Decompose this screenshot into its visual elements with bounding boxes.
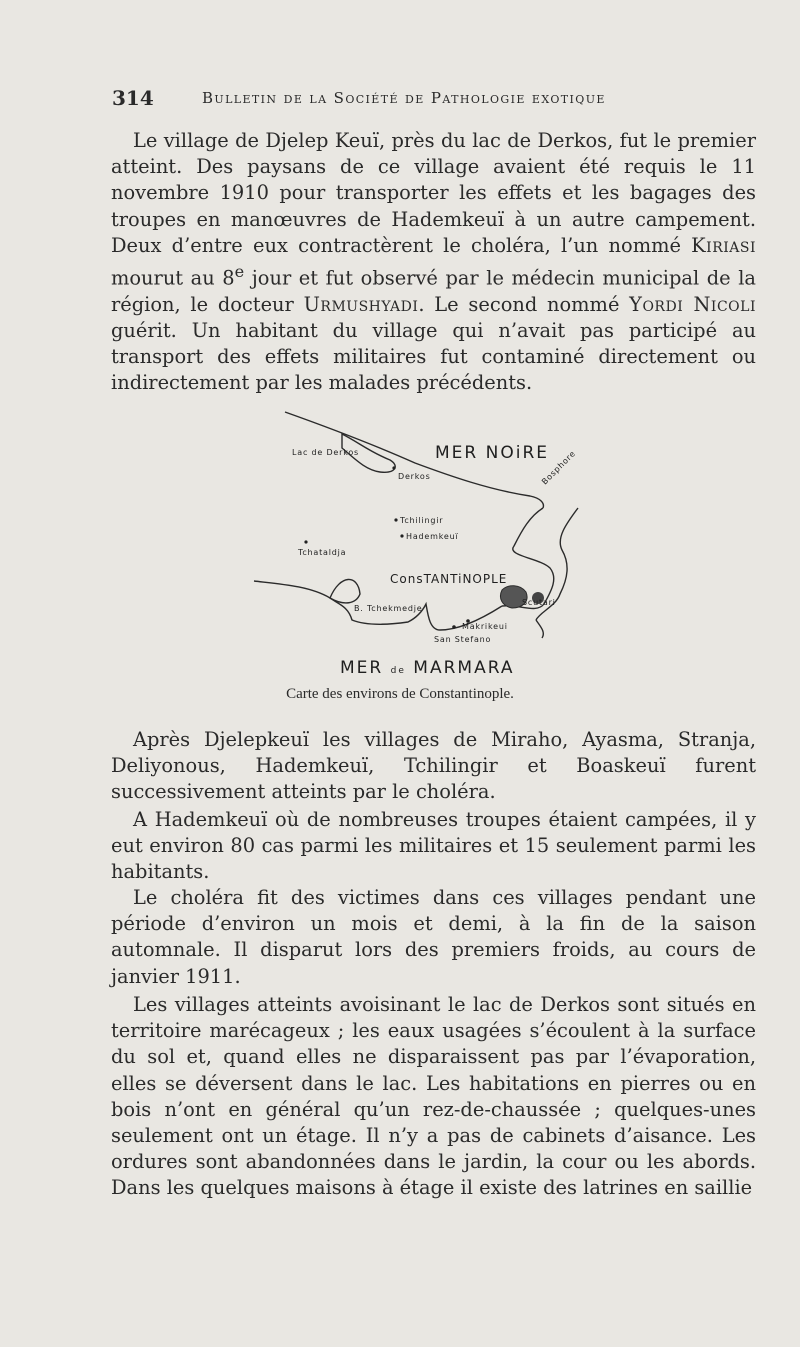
map-label-tchatalja: Tchataldja	[298, 548, 347, 557]
map-label-scutari: Scutari	[522, 598, 556, 607]
paragraph-hademkeui: A Hademkeuï où de nombreuses troupes étaient campées, il y eut environ 80 cas parmi les militaires et 15 seulement parmi les habitants.	[111, 808, 756, 884]
san-stefano-village-dot	[452, 625, 456, 629]
map-label-san-stefano: San Stefano	[434, 635, 492, 644]
map-label-constantinople: ConsTANTiNOPLE	[390, 572, 508, 586]
paragraph-djelep-keui	[111, 128, 756, 397]
map-label-tchilingir: Tchilingir	[400, 516, 444, 525]
paragraph-duration: Le choléra fit des victimes dans ces villages pendant une période d’environ un mois et demi, à la fin de la saison automnale. Il disparut lors des premiers froids, au cours de janvier 1911.	[111, 886, 756, 988]
map-label-marmara: MARMARA	[413, 658, 515, 678]
paragraph-villages: Après Djelepkeuï les villages de Miraho, Ayasma, Stranja, Deliyonous, Hademkeuï, Tchilingir et Boaskeuï furent successivement atteints par le choléra.	[111, 728, 756, 804]
tchekmedje-lagoon	[330, 579, 360, 602]
hademkeui-village-dot	[400, 534, 403, 537]
marmara-asian-coast	[536, 620, 543, 638]
person-name-urmushyadi: Urmushyadi	[303, 292, 419, 316]
map-label-de: de	[390, 666, 406, 676]
text-run: mourut au 8	[111, 266, 235, 290]
tchatalja-village-dot	[304, 540, 307, 543]
map-label-lac-derkos: Lac de Derkos	[292, 448, 360, 457]
map-label-mer: MER	[340, 658, 384, 678]
map-label-bosphore: Bosphore	[540, 448, 578, 487]
text-run: Le village de Djelep Keuï, près du lac de Derkos, fut le premier atteint. Des paysans de ce village avaient été requis le 11 novembre 1910 pour transporter les effets et les bagages des troupes en manœuvres de Hademkeuï à un autre campement. Deux d’entre eux contractèrent le choléra, l’un nommé	[111, 129, 756, 257]
map-caption: Carte des environs de Constantinople.	[286, 686, 514, 702]
map-label-mer-noire: MER NOiRE	[435, 443, 549, 463]
map-label-mer-de-marmara	[340, 658, 514, 678]
map-label-tchekmedje: B. Tchekmedje	[354, 604, 423, 613]
person-name-kiriasi: Kiriasi	[691, 233, 756, 257]
map-label-hademkeui: Hademkeuï	[406, 532, 459, 541]
page-number: 314	[112, 86, 154, 110]
text-run: . Le second nommé	[418, 292, 630, 316]
derkos-village-dot	[392, 466, 395, 469]
paragraph-sanitation: Les villages atteints avoisinant le lac de Derkos sont situés en territoire marécageux ; les eaux usagées s’écoulent à la surface du sol et, quand elles ne disparaissent pas par l’évaporation, elles se déversent dans le lac. Les habitations en pierres ou en bois n’ont en général qu’un rez-de-chaussée ; quelques-unes seulement ont un étage. Il n’y a pas de cabinets d’aisance. Les ordures sont abandonnées dans le jardin, la cour ou les abords. Dans les quelques maisons à étage il existe des latrines en saillie	[111, 993, 756, 1200]
map-label-makrikeui: Makrikeui	[462, 622, 508, 631]
running-title: Bulletin de la Société de Pathologie exotique	[202, 89, 606, 107]
ordinal-superscript: e	[234, 262, 245, 282]
tchilingir-village-dot	[394, 518, 397, 521]
map-constantinople	[240, 408, 600, 678]
text-run: jour et fut observé par le médecin municipal de la région, le docteur	[111, 266, 756, 316]
person-name-yordi-nicoli: Yordi Nicoli	[629, 292, 756, 316]
text-run: guérit. Un habitant du village qui n’avait pas participé au transport des effets militaires fut contaminé directement ou indirectement par les malades précédents.	[111, 318, 756, 395]
map-label-derkos: Derkos	[398, 472, 431, 481]
page-header	[112, 86, 672, 114]
